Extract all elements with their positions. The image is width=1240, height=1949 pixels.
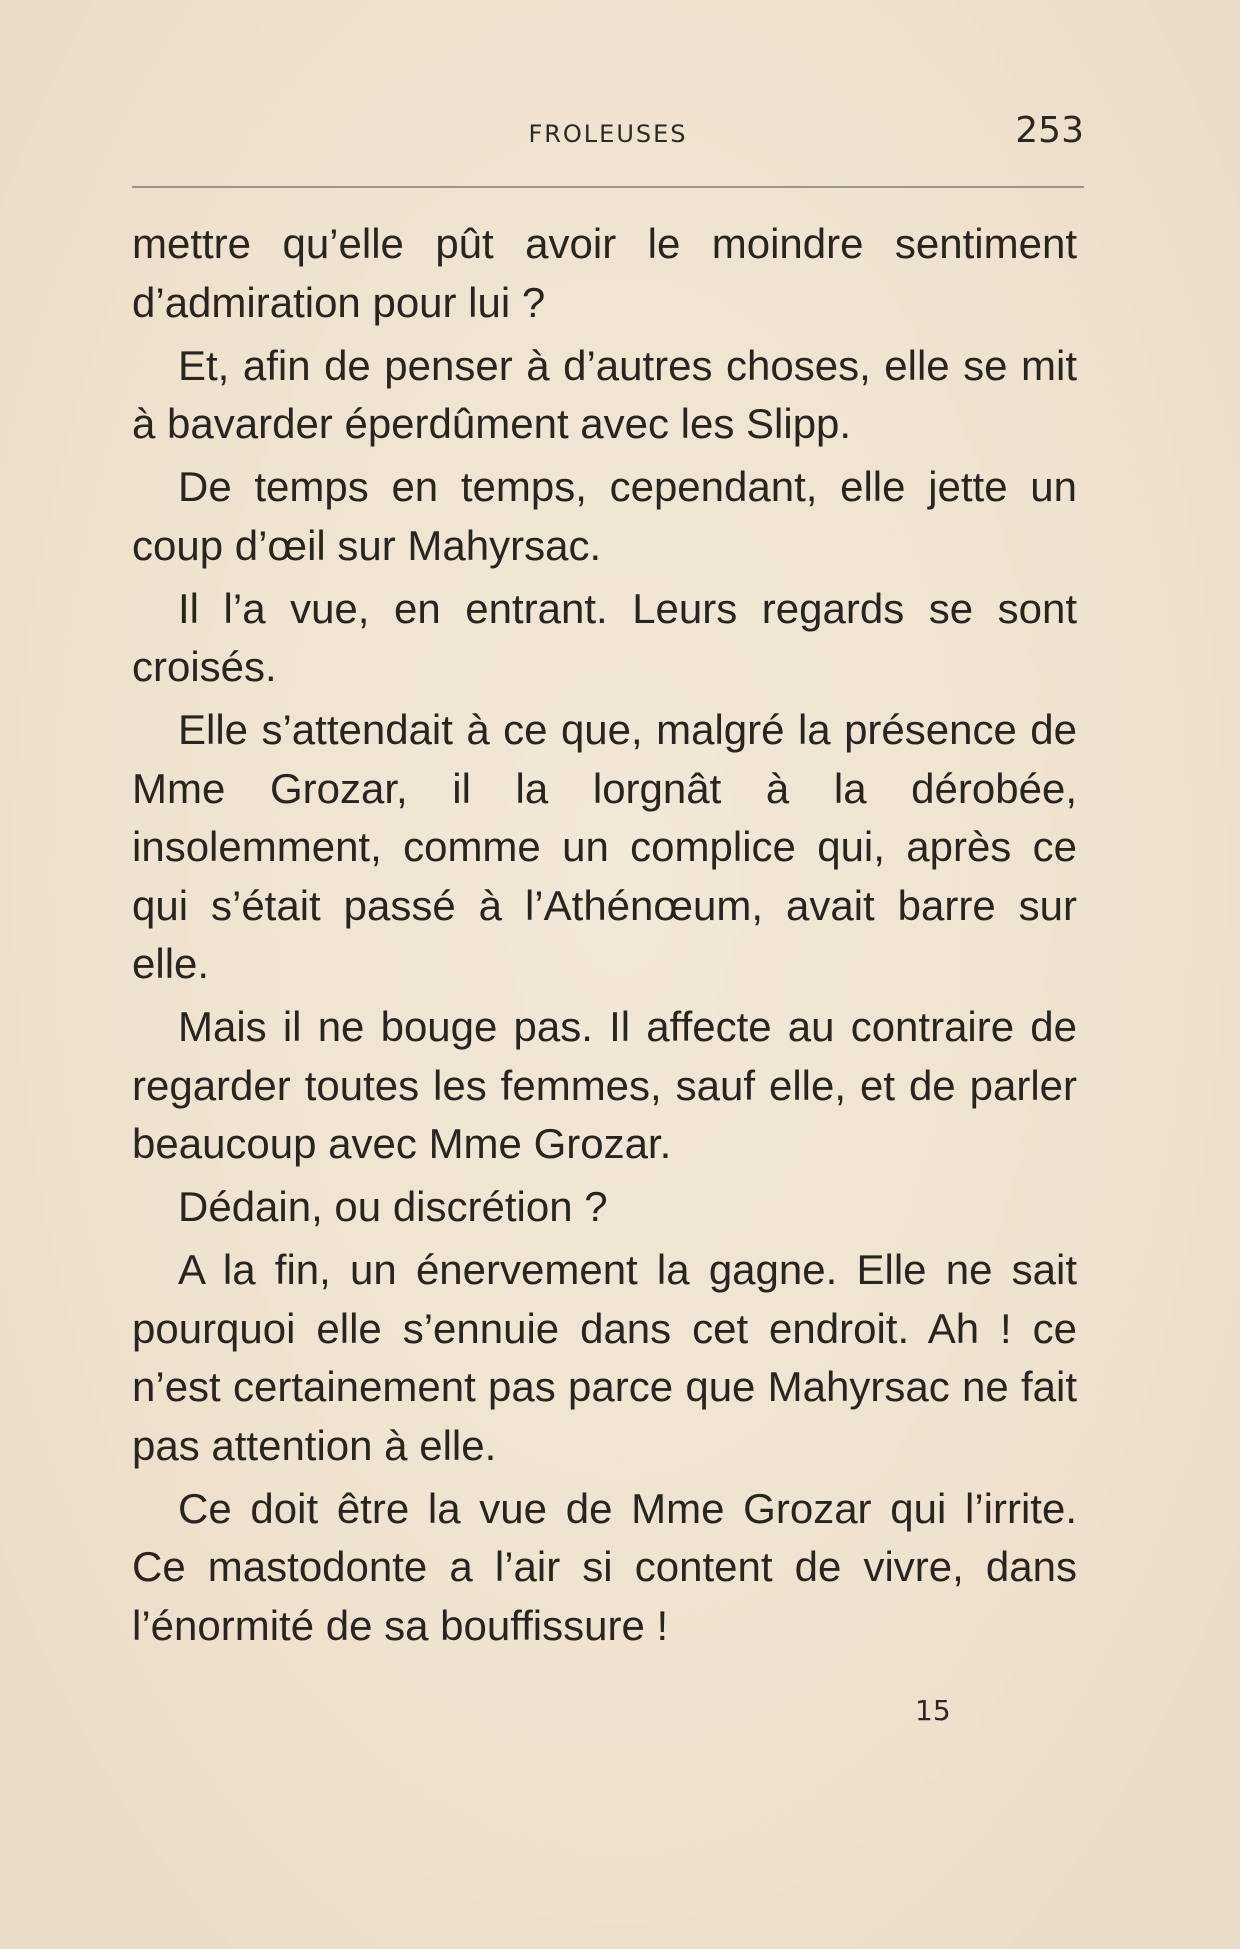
body-text [132, 215, 1077, 1660]
running-title: FROLEUSES [528, 120, 688, 148]
header-rule [132, 186, 1084, 188]
page-number: 253 [1015, 110, 1084, 151]
page-header [132, 108, 1084, 160]
paragraph: Dédain, ou discrétion ? [178, 1183, 608, 1230]
paragraph: Il l’a vue, en entrant. Leurs regards se sont croisés. [132, 584, 1077, 690]
paragraph: Mais il ne bouge pas. Il affecte au contraire de regarder toutes les femmes, sauf elle, et de parler beaucoup avec Mme Grozar. [132, 1003, 1077, 1167]
signature-mark: 15 [915, 1694, 951, 1727]
paragraph: Ce doit être la vue de Mme Grozar qui l’irrite. Ce mastodonte a l’air si content de vivre, dans l’énormité de sa bouffissure ! [132, 1484, 1077, 1649]
paragraph: De temps en temps, cependant, elle jette un coup d’œil sur Mahyrsac. [132, 463, 1077, 569]
paragraph: Elle s’attendait à ce que, malgré la présence de Mme Grozar, il la lorgnât à la dérobée, insolemment, comme un complice qui, après ce qui s’était passé à l’Athénœum, avait barre sur elle. [132, 706, 1077, 987]
paragraph: A la fin, un énervement la gagne. Elle ne sait pourquoi elle s’ennuie dans cet endroit. Ah ! ce n’est certainement pas parce que Mahyrsac ne fait pas attention à elle. [132, 1246, 1077, 1469]
paragraph: Et, afin de penser à d’autres choses, elle se mit à bavarder éperdûment avec les Slipp. [132, 341, 1077, 447]
paragraph: mettre qu’elle pût avoir le moindre sentiment d’admiration pour lui ? [132, 220, 1077, 326]
